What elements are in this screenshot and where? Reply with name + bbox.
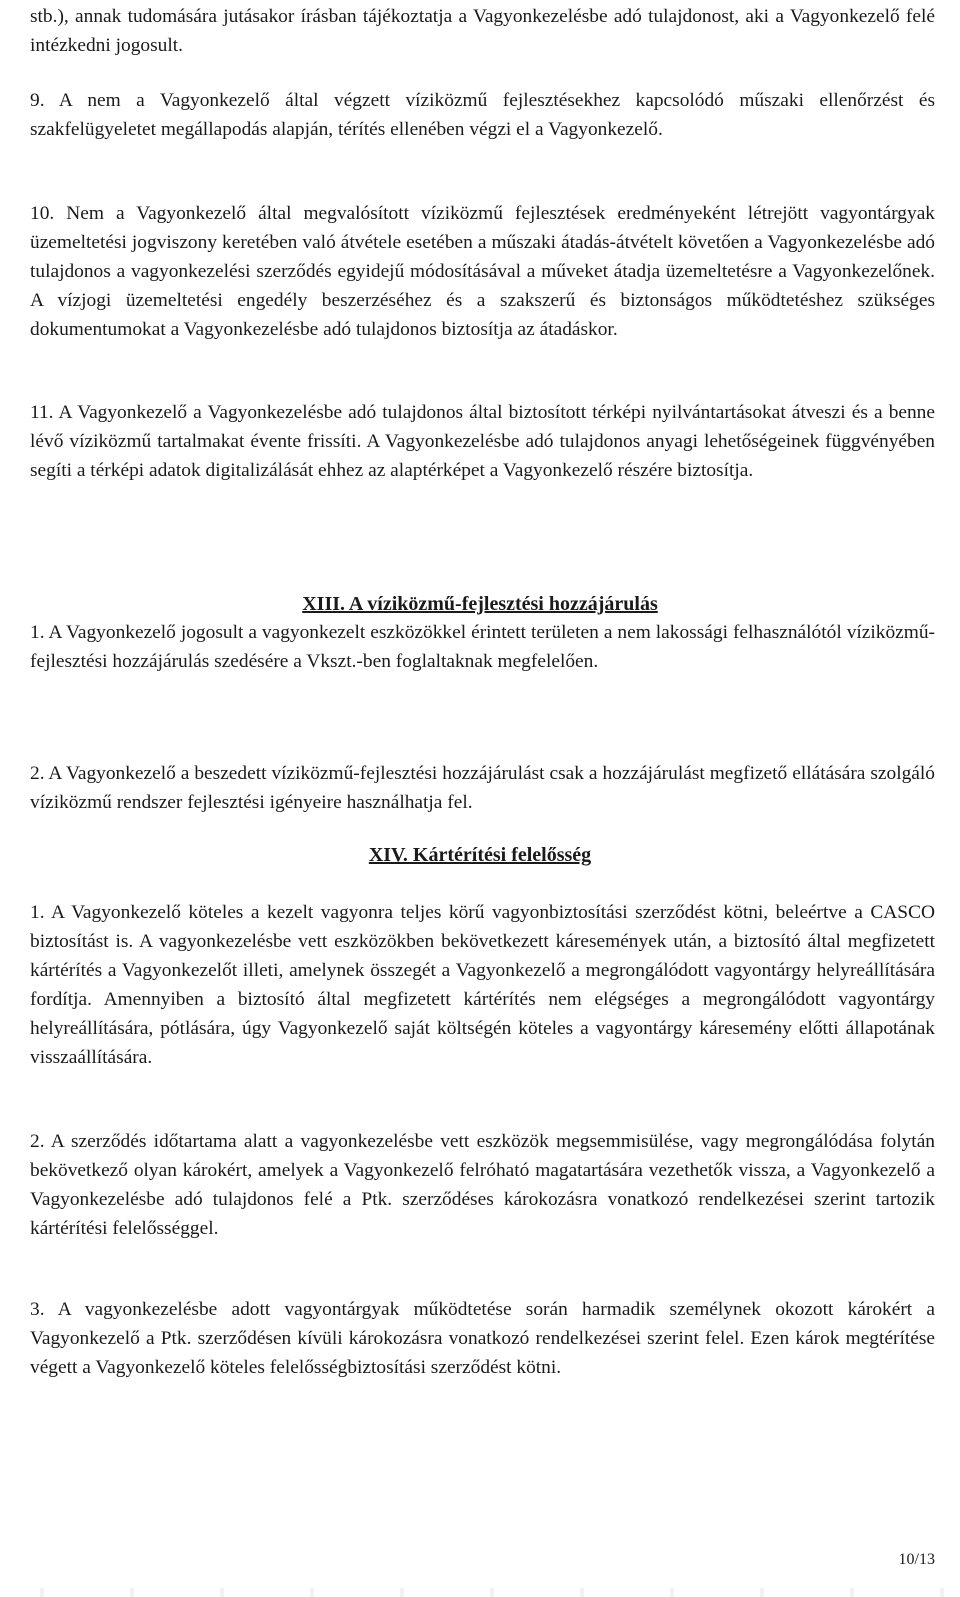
section-heading-xiii: XIII. A víziközmű-fejlesztési hozzájárulás	[302, 593, 658, 615]
paragraph-xiv-item-3: 3. A vagyonkezelésbe adott vagyontárgyak működtetése során harmadik személynek okozott károkért a Vagyonkezelő a Ptk. szerződésen kívüli károkozásra vonatkozó rendelkezései szerint felel. Ezen károk megtérítése végett a Vagyonkezelő köteles felelősségbiztosítási szerződést kötni.	[30, 1299, 935, 1378]
scan-edge-artifact	[0, 1588, 960, 1597]
paragraph-continuation: stb.), annak tudomására jutásakor írásban tájékoztatja a Vagyonkezelésbe adó tulajdonost, aki a Vagyonkezelő felé intézkedni jogosult.	[30, 6, 935, 56]
paragraph-xiv-item-1: 1. A Vagyonkezelő köteles a kezelt vagyonra teljes körű vagyonbiztosítási szerződést kötni, beleértve a CASCO biztosítást is. A vagyonkezelésbe vett eszközökben bekövetkezett káresemények után, a biztosító által megfizetett kártérítés a Vagyonkezelőt illeti, amelynek összegét a Vagyonkezelő a megrongálódott vagyontárgy helyreállítására fordítja. Amennyiben a biztosító által megfizetett kártérítés nem elégséges a megrongálódott vagyontárgy helyreállítására, pótlására, úgy Vagyonkezelő saját költségén köteles a vagyontárgy káresemény előtti állapotának visszaállítására.	[30, 902, 935, 1068]
paragraph-xiii-item-1: 1. A Vagyonkezelő jogosult a vagyonkezelt eszközökkel érintett területen a nem lakossági felhasználótól víziközmű-fejlesztési hozzájárulás szedésére a Vkszt.-ben foglaltaknak megfelelően.	[30, 622, 935, 672]
paragraph-item-9: 9. A nem a Vagyonkezelő által végzett víziközmű fejlesztésekhez kapcsolódó műszaki ellenőrzést és szakfelügyeletet megállapodás alapján, térítés ellenében végzi el a Vagyonkezelő.	[30, 90, 935, 140]
section-heading-xiv: XIV. Kártérítési felelősség	[368, 844, 592, 866]
page-number: 10/13	[898, 1551, 935, 1568]
paragraph-xiii-item-2: 2. A Vagyonkezelő a beszedett víziközmű-fejlesztési hozzájárulást csak a hozzájárulást megfizető ellátására szolgáló víziközmű rendszer fejlesztési igényeire használhatja fel.	[30, 763, 935, 813]
paragraph-item-10: 10. Nem a Vagyonkezelő által megvalósított víziközmű fejlesztések eredményeként létrejött vagyontárgyak üzemeltetési jogviszony keretében való átvétele esetében a műszaki átadás-átvételt követően a Vagyonkezelésbe adó tulajdonos a vagyonkezelési szerződés egyidejű módosításával a műveket átadja üzemeltetésre a Vagyonkezelőnek. A vízjogi üzemeltetési engedély beszerzéséhez és a szakszerű és biztonságos működtetéshez szükséges dokumentumokat a Vagyonkezelésbe adó tulajdonos biztosítja az átadáskor.	[30, 203, 935, 340]
paragraph-xiv-item-2: 2. A szerződés időtartama alatt a vagyonkezelésbe vett eszközök megsemmisülése, vagy megrongálódása folytán bekövetkező olyan károkért, amelyek a Vagyonkezelő felróható magatartására vezethetők vissza, a Vagyonkezelő a Vagyonkezelésbe adó tulajdonos felé a Ptk. szerződéses károkozásra vonatkozó rendelkezései szerint tartozik kártérítési felelősséggel.	[30, 1131, 935, 1239]
paragraph-item-11: 11. A Vagyonkezelő a Vagyonkezelésbe adó tulajdonos által biztosított térképi nyilvántartásokat átveszi és a benne lévő víziközmű tartalmakat évente frissíti. A Vagyonkezelésbe adó tulajdonos anyagi lehetőségeinek függvényében segíti a térképi adatok digitalizálását ehhez az alaptérképet a Vagyonkezelő részére biztosítja.	[30, 402, 935, 481]
